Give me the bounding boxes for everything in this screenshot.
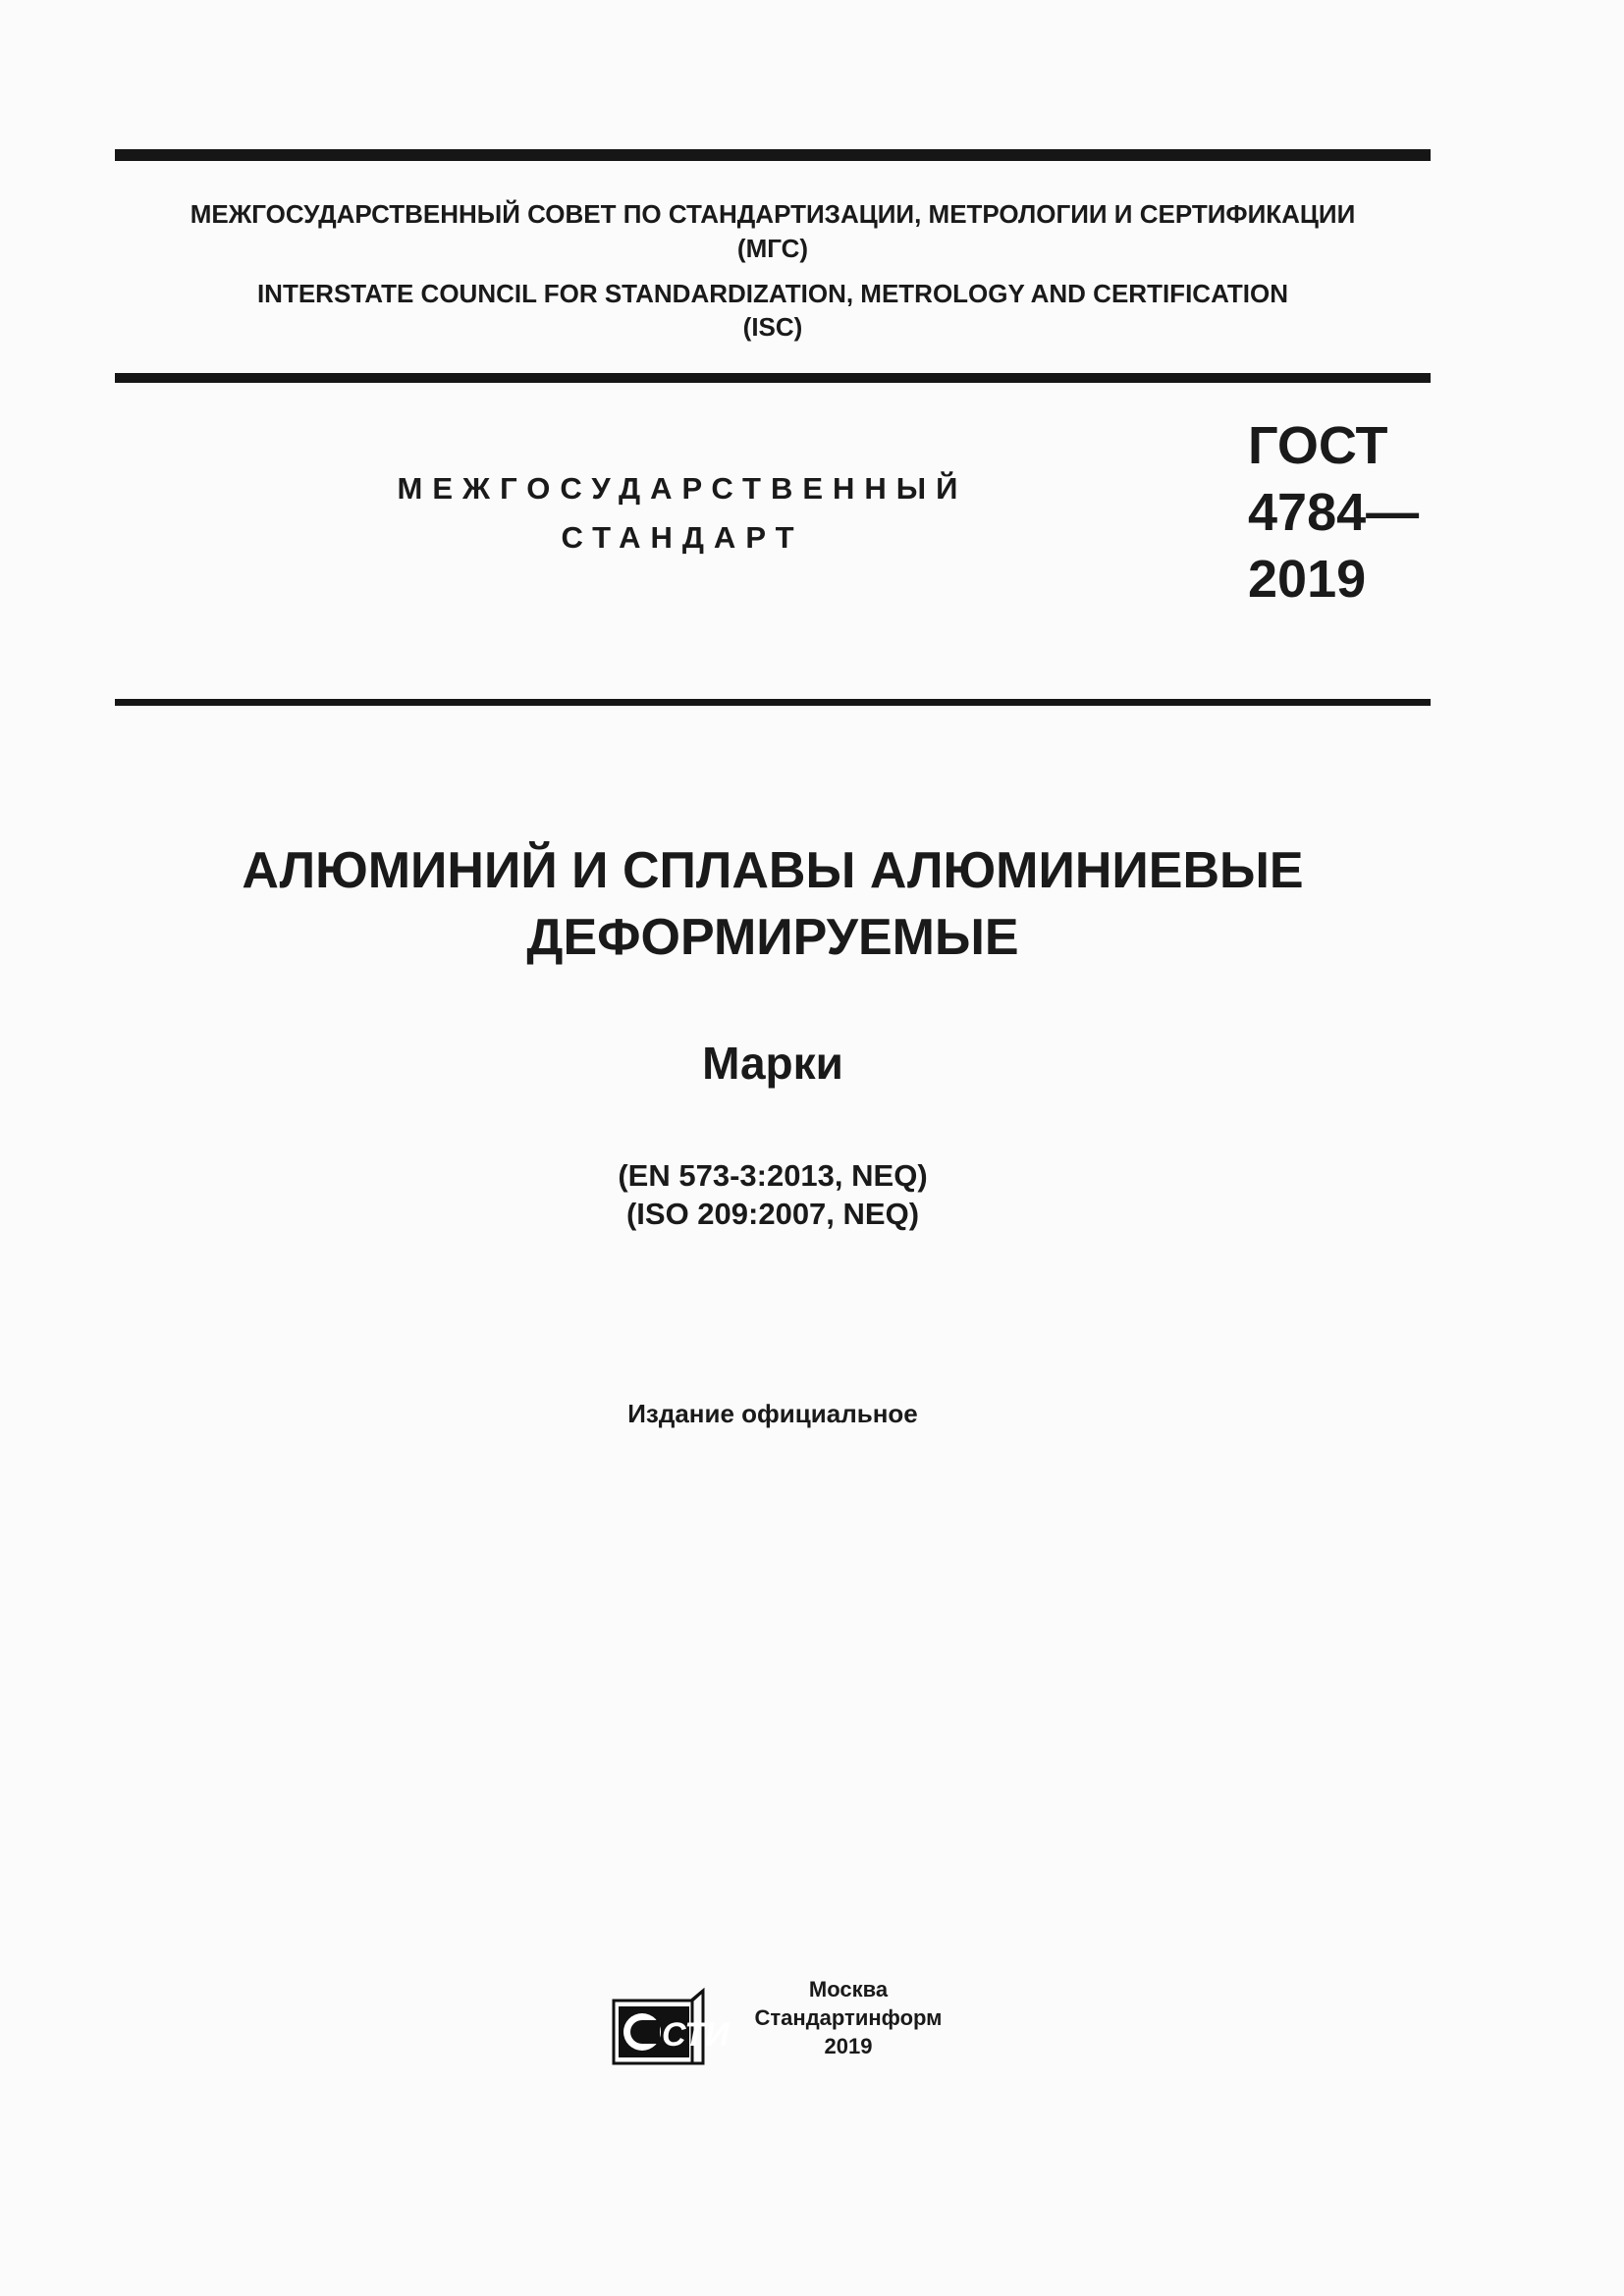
gost-number [1248, 412, 1419, 613]
standartinform-logo-icon [613, 1983, 730, 2067]
gost-year: 2019 [1248, 550, 1367, 609]
top-rule [115, 149, 1431, 161]
reference-en: (EN 573-3:2013, NEQ) [618, 1158, 928, 1193]
document-title-line1: АЛЮМИНИЙ И СПЛАВЫ АЛЮМИНИЕВЫЕ [242, 842, 1304, 899]
designation-divider [115, 699, 1431, 706]
publisher-year: 2019 [824, 2034, 873, 2058]
gost-code: 4784— [1248, 483, 1420, 542]
council-abbr-ru: (МГС) [736, 234, 809, 263]
standard-type-line1: МЕЖГОСУДАРСТВЕННЫЙ [397, 471, 968, 506]
publisher-city: Москва [808, 1977, 889, 2002]
reference-iso: (ISO 209:2007, NEQ) [625, 1197, 920, 1231]
publisher-name: Стандартинформ [754, 2005, 943, 2030]
council-abbr-en: (ISC) [742, 312, 803, 342]
document-title-line2: ДЕФОРМИРУЕМЫЕ [526, 909, 1019, 966]
gost-prefix: ГОСТ [1248, 416, 1388, 475]
header-divider [115, 373, 1431, 383]
publisher-imprint [721, 1975, 976, 2060]
edition-label: Издание официальное [627, 1399, 918, 1428]
council-name-ru: МЕЖГОСУДАРСТВЕННЫЙ СОВЕТ ПО СТАНДАРТИЗАЦИИ, МЕТРОЛОГИИ И СЕРТИФИКАЦИИ [189, 199, 1356, 229]
standard-type-label [295, 464, 1070, 562]
document-subtitle: Марки [702, 1038, 843, 1089]
standard-type-line2: СТАНДАРТ [561, 520, 804, 555]
logo-text: СТИ [662, 2016, 730, 2054]
publisher-block [613, 1975, 986, 2073]
council-name-en: INTERSTATE COUNCIL FOR STANDARDIZATION, METROLOGY AND CERTIFICATION [256, 279, 1289, 308]
